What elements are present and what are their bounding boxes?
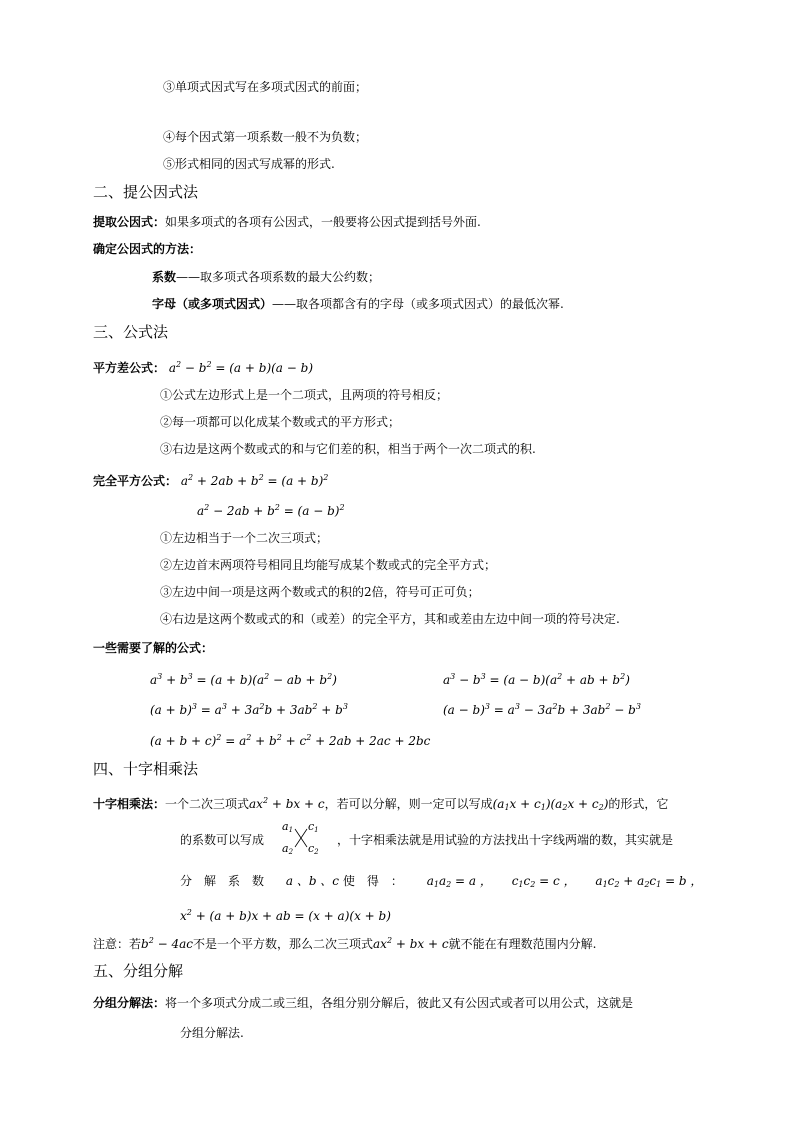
list-item: ①公式左边形式上是一个二项式，且两项的符号相反； — [160, 388, 449, 402]
list-item: ③右边是这两个数或式的和与它们差的积，相当于两个一次二项式的积. — [160, 442, 536, 456]
paragraph — [93, 995, 633, 1011]
paragraph — [93, 793, 668, 816]
formula-line — [93, 357, 313, 376]
term-text: ，若可以分解，则一定可以写成 — [324, 797, 493, 811]
list-item — [152, 296, 564, 312]
section-heading: 二、提公因式法 — [93, 183, 199, 201]
formula: $a^2 + 2ab + b^2 = (a + b)^2$ — [180, 473, 329, 488]
cross-lines-icon — [279, 820, 323, 856]
section-heading: 三、公式法 — [93, 323, 169, 341]
list-item: ④右边是这两个数或式的和（或差）的完全平方，其和或差由左边中间一项的符号决定. — [160, 612, 620, 626]
formula: $(a + b)^3 = a^3 + 3a^2b + 3ab^2 + b^3$ — [150, 702, 348, 717]
term-text: ，十字相乘法就是用试验的方法找出十字线两端的数，其实就是 — [337, 833, 674, 847]
formula: $(a - b)^3 = a^3 - 3a^2b + 3ab^2 - b^3$ — [443, 702, 641, 717]
term-text: 若 — [129, 937, 142, 951]
list-item: ③单项式因式写在多项式因式的前面； — [163, 80, 368, 94]
term-text: 的形式，它 — [608, 797, 669, 811]
list-item: ⑤形式相同的因式写成幂的形式. — [163, 157, 335, 171]
term-label: 完全平方公式： — [93, 474, 178, 488]
term-text: 不是一个平方数，那么二次三项式 — [193, 937, 374, 951]
formula: $(a_1x + c_1)(a_2x + c_2)$ — [492, 797, 609, 812]
formula: $b^2 - 4ac$ — [141, 936, 194, 951]
formula: $ax^2$ + bx + c — [373, 936, 449, 951]
term-label: 分组分解法： — [93, 996, 166, 1010]
term-label: 一些需要了解的公式： — [93, 641, 214, 655]
formula: $ax^2$ + bx + c — [249, 796, 325, 811]
list-item: ③左边中间一项是这两个数或式的积的2倍，符号可正可负； — [160, 585, 480, 599]
formula: $a^2 - b^2 = (a + b)(a - b)$ — [168, 360, 314, 375]
cross-multiplication-diagram: $a_1$ $a_2$ $c_1$ $c_2$ — [279, 820, 323, 856]
paragraph — [93, 214, 481, 230]
term-label: 确定公因式的方法： — [93, 242, 202, 256]
formula: $a^3 - b^3 = (a - b)(a^2$ + ab + $b^2$) — [443, 672, 630, 687]
term-label: 平方差公式： — [93, 361, 166, 375]
term-text: 使 得 ： — [342, 874, 403, 888]
formula: $a_1a_2 = a$ ， — [426, 874, 492, 889]
term-label: 系数 — [152, 270, 177, 284]
paragraph — [93, 933, 596, 952]
term-text: ——取各项都含有的字母（或多项式因式）的最低次幂. — [272, 297, 564, 311]
formula: $a_1c_2 + a_2c_1 = b$ ， — [595, 874, 703, 889]
section-heading: 四、十字相乘法 — [93, 760, 199, 778]
term-text: 的系数可以写成 — [180, 833, 265, 847]
formula: $(a + b + c)^2 = a^2 + b^2 + c^2 + 2ab + 2ac + 2bc$ — [150, 733, 431, 748]
list-item — [152, 269, 380, 285]
list-item: ④每个因式第一项系数一般不为负数； — [163, 130, 368, 144]
paragraph — [180, 873, 702, 893]
term-text: 一个二次三项式 — [165, 797, 250, 811]
section-heading: 五、分组分解 — [93, 962, 184, 980]
formula: a 、b 、c — [285, 874, 340, 888]
term-label: 字母（或多项式因式） — [152, 297, 273, 311]
list-item: ②左边首末两项符号相同且均能写成某个数或式的完全平方式； — [160, 558, 497, 572]
term-label: 提取公因式： — [93, 215, 166, 229]
term-label: 十字相乘法： — [93, 797, 166, 811]
formula-line — [93, 470, 328, 489]
formula: $x^2 + (a + b)x$ + ab = (x + a)(x + b) — [180, 908, 391, 923]
term-label: 注意： — [93, 937, 130, 951]
term-text: 如果多项式的各项有公因式，一般要将公因式提到括号外面. — [165, 215, 481, 229]
list-item: ①左边相当于一个二次三项式； — [160, 531, 329, 545]
term-text: ——取多项式各项系数的最大公约数； — [176, 270, 381, 284]
formula: $a^3 + b^3 = (a + b)(a^2$ − ab + $b^2$) — [150, 672, 337, 687]
list-item: ②每一项都可以化成某个数或式的平方形式； — [160, 415, 401, 429]
formula: $c_1c_2 = c$ ， — [511, 874, 576, 889]
term-text: 分组分解法. — [180, 1026, 244, 1040]
term-text: 将一个多项式分成二或三组，各组分别分解后，彼此又有公因式或者可以用公式，这就是 — [165, 996, 634, 1010]
term-text: 就不能在有理数范围内分解. — [448, 937, 597, 951]
formula: $a^2 - 2ab + b^2 = (a - b)^2$ — [197, 503, 345, 518]
term-text: 分 解 系 数 — [180, 874, 265, 888]
